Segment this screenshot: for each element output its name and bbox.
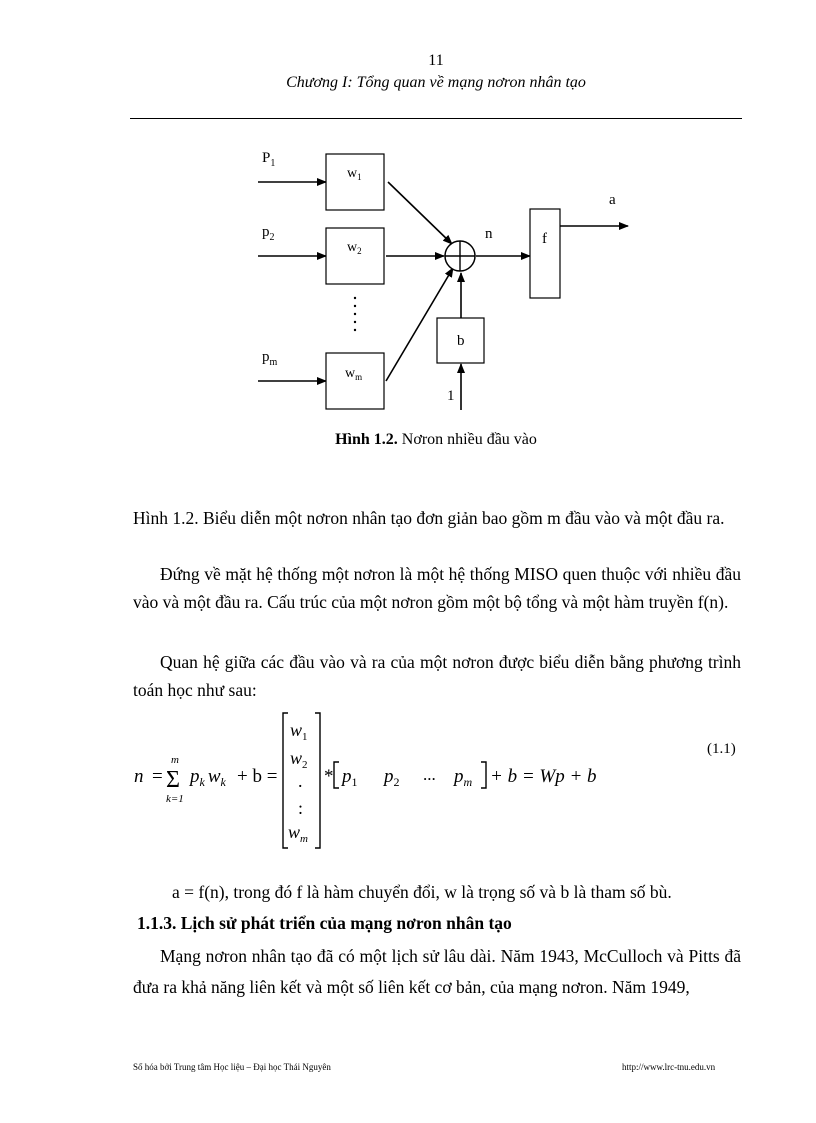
section-heading-text: . Lịch sử phát triển của mạng nơron nhân tạo — [172, 913, 512, 933]
vector-entry-1: $w_1$ — [290, 720, 308, 743]
formula-eq: = — [152, 766, 163, 787]
page-number: 11 — [428, 52, 444, 69]
vector-entry-2: $w_2$ — [290, 748, 308, 771]
output-label-a: a — [609, 192, 616, 208]
paragraph-4: a = f(n), trong đó f là hàm chuyển đổi, w là trọng số và b là tham số bù. — [172, 882, 672, 902]
row-entry-3: ... — [423, 765, 436, 784]
weight-label-w1: $w_1$ — [347, 166, 362, 182]
vector-right-bracket — [315, 713, 320, 848]
section-heading-number: 1.1.3 — [137, 913, 172, 933]
formula-sum-bottom: k=1 — [166, 793, 184, 805]
paragraph-1: Hình 1.2. Biểu diễn một nơron nhân tạo đơn giản bao gồm m đầu vào và một đầu ra. — [133, 508, 725, 528]
vector-entry-3: . — [298, 771, 303, 791]
input-label-p2: $p_2$ — [262, 224, 275, 243]
figure-caption-number: Hình 1.2. — [335, 431, 398, 448]
vector-entry-4: : — [298, 798, 304, 818]
formula-plus-b: + b = — [237, 766, 278, 787]
footer-left: Số hóa bởi Trung tâm Học liệu – Đại học Thái Nguyên — [133, 1062, 331, 1072]
paragraph-3: Quan hệ giữa các đầu vào và ra của một nơron được biểu diễn bằng phương trình toán học như sau: — [133, 652, 741, 700]
paragraph-5: Mạng nơron nhân tạo đã có một lịch sử lâu dài. Năm 1943, McCulloch và Pitts đã đưa ra khả năng liên kết và một số liên kết cơ bản, của mạng nơron. Năm 1949, — [133, 946, 741, 997]
paragraph-2: Đứng về mặt hệ thống một nơron là một hệ thống MISO quen thuộc với nhiều đầu vào và một đầu ra. Cấu trúc của một nơron gồm một bộ tổng và một hàm truyền f(n). — [133, 564, 741, 612]
vector-entry-5: $w_m$ — [288, 822, 308, 845]
bias-label: b — [457, 333, 465, 349]
transfer-function-label: f — [542, 231, 547, 247]
row-left-bracket — [334, 762, 339, 788]
equation-number: (1.1) — [707, 741, 736, 757]
section-heading — [137, 913, 512, 934]
row-entry-4: $p_m$ — [454, 766, 473, 789]
input-label-pm: $p_m$ — [262, 349, 278, 368]
weight-label-wm: $w_m$ — [345, 366, 363, 382]
weight-label-w2: $w_2$ — [347, 240, 362, 256]
formula-sum-sign: Σ — [166, 767, 180, 793]
formula-rhs: + b = Wp + b — [490, 766, 597, 787]
formula-times: * — [324, 766, 334, 787]
row-right-bracket — [481, 762, 486, 788]
net-input-label-n: n — [485, 226, 493, 242]
input-label-p1: $P_1$ — [262, 150, 276, 169]
footer-url: http://www.lrc-tnu.edu.vn — [622, 1062, 716, 1072]
chapter-title: Chương I: Tổng quan về mạng nơron nhân tạo — [286, 74, 586, 91]
row-entry-2: $p_2$ — [384, 766, 400, 789]
row-entry-1: $p_1$ — [342, 766, 358, 789]
constant-one-label: 1 — [447, 388, 455, 404]
formula-sum-top: m — [171, 754, 179, 766]
formula-lhs: n — [134, 766, 144, 787]
figure-caption-text: Nơron nhiều đầu vào — [397, 431, 537, 448]
formula-pk: $p_k$ $w_k$ — [190, 766, 226, 789]
